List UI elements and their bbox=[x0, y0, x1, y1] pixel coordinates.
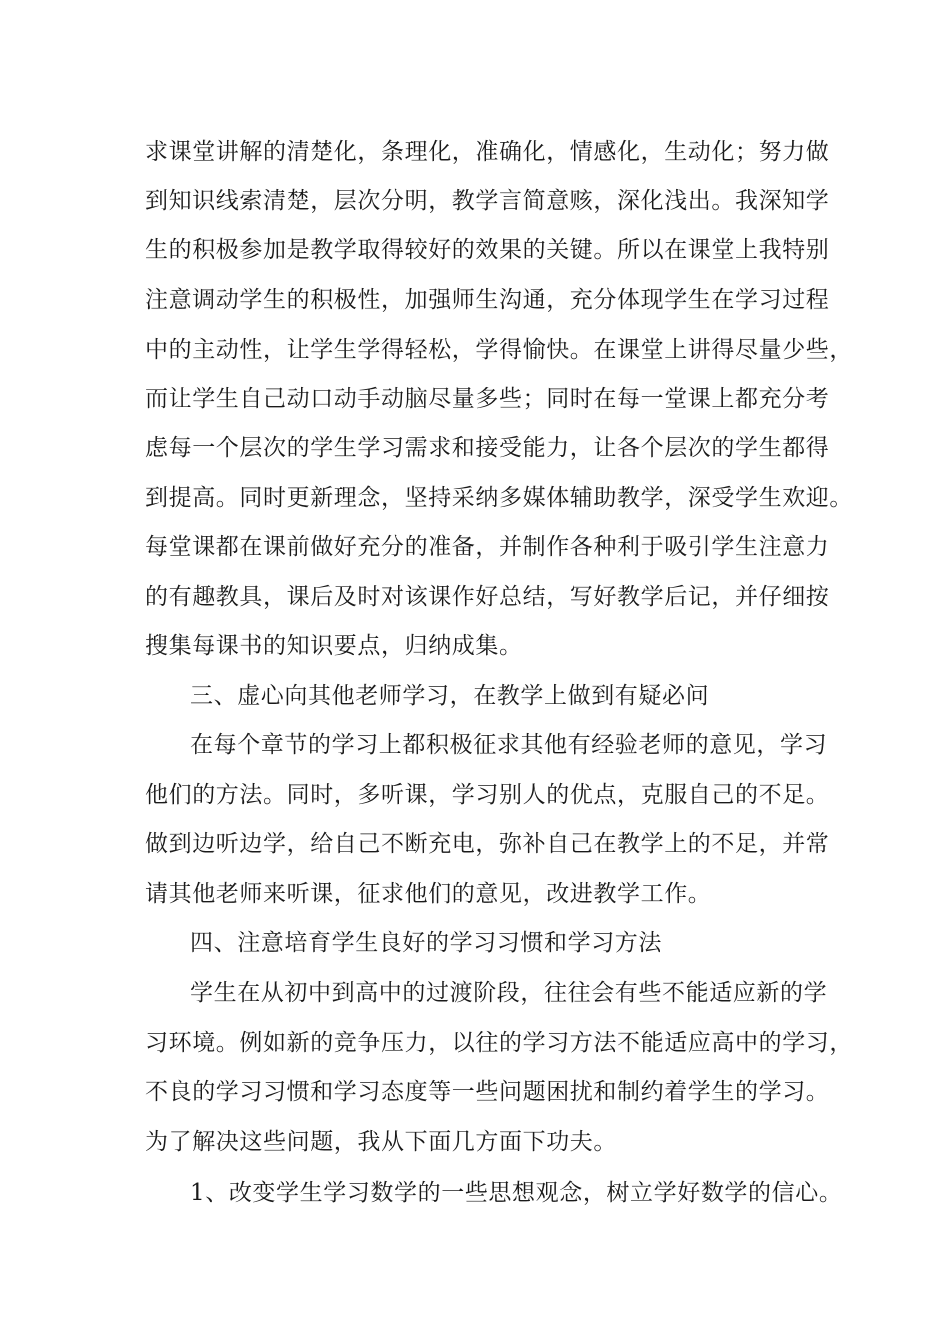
section-heading-3: 三、虚心向其他老师学习，在教学上做到有疑必问 bbox=[190, 683, 710, 709]
paragraph-line: 学生在从初中到高中的过渡阶段，往往会有些不能适应新的学 bbox=[190, 980, 828, 1006]
paragraph-line: 请其他老师来听课，征求他们的意见，改进教学工作。 bbox=[145, 881, 712, 907]
paragraph-line: 到知识线索清楚，层次分明，教学言简意赅，深化浅出。我深知学 bbox=[145, 188, 830, 214]
paragraph-line: 求课堂讲解的清楚化，条理化，准确化，情感化，生动化；努力做 bbox=[145, 139, 830, 165]
paragraph-line: 做到边听边学，给自己不断充电，弥补自己在教学上的不足，并常 bbox=[145, 831, 830, 857]
paragraph-line: 搜集每课书的知识要点，归纳成集。 bbox=[145, 633, 523, 659]
paragraph-line: 他们的方法。同时，多听课，学习别人的优点，克服自己的不足。 bbox=[145, 782, 830, 808]
section-heading-4: 四、注意培育学生良好的学习习惯和学习方法 bbox=[190, 930, 662, 956]
paragraph-line: 到提高。同时更新理念，坚持采纳多媒体辅助教学，深受学生欢迎。 bbox=[145, 485, 853, 511]
paragraph-line: 的有趣教具，课后及时对该课作好总结，写好教学后记，并仔细按 bbox=[145, 584, 830, 610]
paragraph-line: 习环境。例如新的竞争压力，以往的学习方法不能适应高中的学习， bbox=[145, 1030, 853, 1056]
paragraph-line: 为了解决这些问题，我从下面几方面下功夫。 bbox=[145, 1129, 617, 1155]
paragraph-line: 在每个章节的学习上都积极征求其他有经验老师的意见，学习 bbox=[190, 732, 828, 758]
paragraph-line: 生的积极参加是教学取得较好的效果的关键。所以在课堂上我特别 bbox=[145, 237, 830, 263]
paragraph-line: 不良的学习习惯和学习态度等一些问题困扰和制约着学生的学习。 bbox=[145, 1079, 830, 1105]
paragraph-line: 每堂课都在课前做好充分的准备，并制作各种利于吸引学生注意力 bbox=[145, 534, 830, 560]
paragraph-line: 注意调动学生的积极性，加强师生沟通，充分体现学生在学习过程 bbox=[145, 287, 830, 313]
list-item-1: 1、改变学生学习数学的一些思想观念，树立学好数学的信心。 bbox=[190, 1180, 843, 1206]
paragraph-line: 而让学生自己动口动手动脑尽量多些；同时在每一堂课上都充分考 bbox=[145, 386, 830, 412]
paragraph-line: 中的主动性，让学生学得轻松，学得愉快。在课堂上讲得尽量少些， bbox=[145, 337, 853, 363]
paragraph-line: 虑每一个层次的学生学习需求和接受能力，让各个层次的学生都得 bbox=[145, 435, 830, 461]
